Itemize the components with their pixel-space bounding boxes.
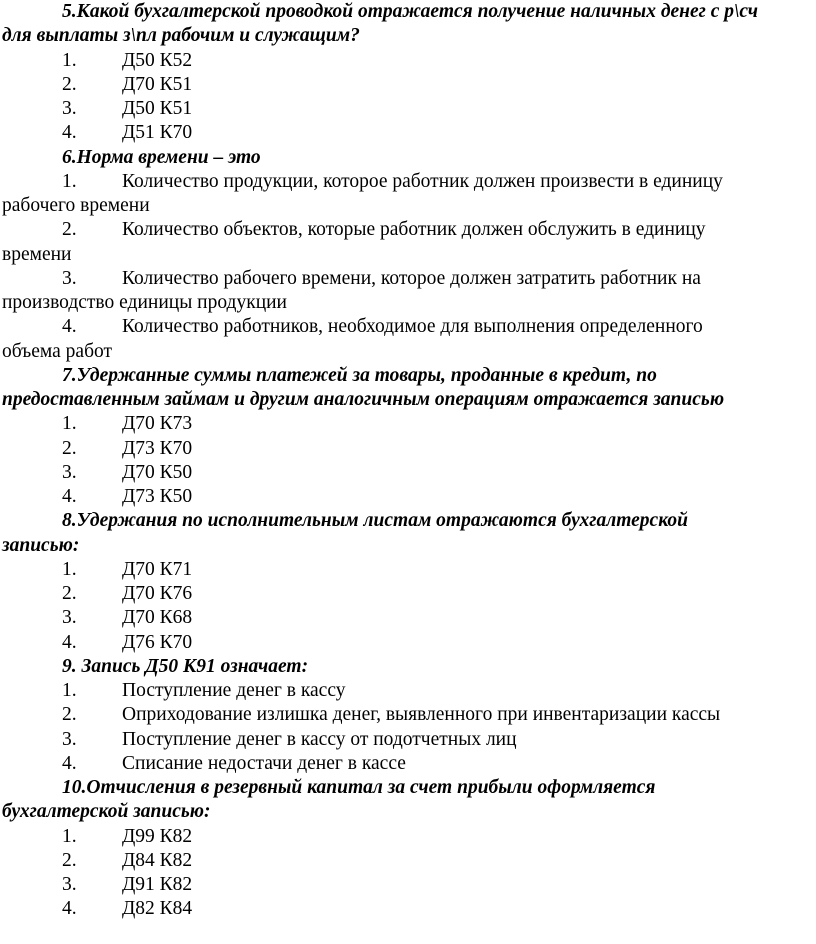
option-number: 1.	[62, 49, 77, 71]
question-title: 9. Запись Д50 К91 означает:	[62, 655, 309, 677]
answer-option	[62, 315, 703, 339]
option-text: Количество работников, необходимое для выполнения определенного	[122, 316, 703, 338]
question-title: записью:	[2, 534, 80, 556]
option-text: Оприходование излишка денег, выявленного при инвентаризации кассы	[122, 704, 721, 726]
option-text: Д70 К73	[122, 413, 193, 435]
option-number: 2.	[62, 849, 77, 871]
option-text: Д70 К71	[122, 558, 193, 580]
answer-option	[62, 897, 192, 921]
question-title: 8.Удержания по исполнительным листам отражаются бухгалтерской	[62, 510, 688, 532]
answer-option	[62, 437, 192, 461]
answer-option	[62, 218, 706, 242]
option-text-continued: времени	[2, 243, 72, 265]
question-title: 6.Норма времени – это	[62, 146, 261, 168]
question-title: 7.Удержанные суммы платежей за товары, проданные в кредит, по	[62, 364, 657, 386]
question-title: 5.Какой бухгалтерской проводкой отражается получение наличных денег с р\сч	[62, 1, 759, 22]
question-title: бухгалтерской записью:	[2, 801, 211, 823]
option-text: Количество объектов, которые работник должен обслужить в единицу	[122, 219, 706, 241]
question-title: 10.Отчисления в резервный капитал за счет прибыли оформляется	[62, 777, 656, 798]
question-title: для выплаты з\пл рабочим и служащим?	[2, 25, 360, 47]
option-number: 4.	[62, 752, 77, 774]
answer-option	[62, 97, 192, 121]
option-number: 4.	[62, 486, 77, 507]
answer-option	[62, 558, 192, 582]
option-number: 3.	[62, 267, 77, 289]
option-number: 4.	[62, 122, 77, 144]
answer-option	[62, 412, 192, 436]
option-text: Д51 К70	[122, 122, 193, 144]
option-number: 2.	[62, 704, 77, 726]
option-number: 3.	[62, 607, 77, 629]
option-text: Поступление денег в кассу	[122, 680, 346, 701]
option-text: Д50 К52	[122, 49, 193, 71]
option-text: Списание недостачи денег в кассе	[122, 752, 406, 774]
option-number: 4.	[62, 898, 77, 920]
option-number: 2.	[62, 219, 77, 241]
option-number: 1.	[62, 170, 77, 192]
answer-option	[62, 606, 192, 630]
option-text: Количество рабочего времени, которое должен затратить работник на	[122, 267, 701, 289]
option-number: 4.	[62, 631, 77, 653]
option-number: 3.	[62, 98, 77, 119]
answer-option	[62, 170, 723, 194]
option-number: 2.	[62, 437, 77, 459]
answer-option	[62, 582, 192, 606]
option-number: 3.	[62, 728, 77, 750]
answer-option	[62, 121, 192, 145]
answer-option	[62, 873, 192, 897]
option-text: Д70 К76	[122, 583, 193, 604]
option-number: 2.	[62, 73, 77, 95]
option-number: 3.	[62, 874, 77, 895]
answer-option	[62, 631, 192, 655]
option-text: Количество продукции, которое работник должен произвести в единицу	[122, 170, 723, 192]
option-number: 1.	[62, 558, 77, 580]
option-text: Д70 К51	[122, 73, 193, 95]
answer-option	[62, 73, 192, 97]
option-number: 2.	[62, 583, 77, 604]
answer-option	[62, 679, 345, 703]
option-text: Д76 К70	[122, 631, 193, 653]
option-text: Д99 К82	[122, 825, 193, 847]
option-number: 1.	[62, 413, 77, 435]
option-text: Д82 К84	[122, 898, 193, 920]
option-text: Д50 К51	[122, 98, 193, 119]
answer-option	[62, 728, 517, 752]
option-number: 1.	[62, 680, 77, 701]
option-number: 1.	[62, 825, 77, 847]
option-text: Поступление денег в кассу от подотчетных лиц	[122, 728, 517, 750]
answer-option	[62, 849, 192, 873]
answer-option	[62, 703, 720, 727]
option-text: Д70 К50	[122, 461, 193, 483]
question-title: предоставленным займам и другим аналогичным операциям отражается записью	[2, 389, 725, 410]
answer-option	[62, 485, 192, 509]
option-text: Д73 К70	[122, 437, 193, 459]
answer-option	[62, 825, 192, 849]
option-number: 3.	[62, 461, 77, 483]
option-text-continued: производство единицы продукции	[2, 292, 287, 313]
answer-option	[62, 461, 192, 485]
option-text-continued: объема работ	[2, 340, 113, 362]
option-text: Д84 К82	[122, 849, 193, 871]
answer-option	[62, 49, 192, 73]
option-text: Д70 К68	[122, 607, 193, 629]
answer-option	[62, 267, 701, 291]
answer-option	[62, 752, 406, 776]
option-text: Д91 К82	[122, 874, 193, 895]
option-text-continued: рабочего времени	[2, 195, 150, 216]
option-number: 4.	[62, 316, 77, 338]
option-text: Д73 К50	[122, 486, 193, 507]
